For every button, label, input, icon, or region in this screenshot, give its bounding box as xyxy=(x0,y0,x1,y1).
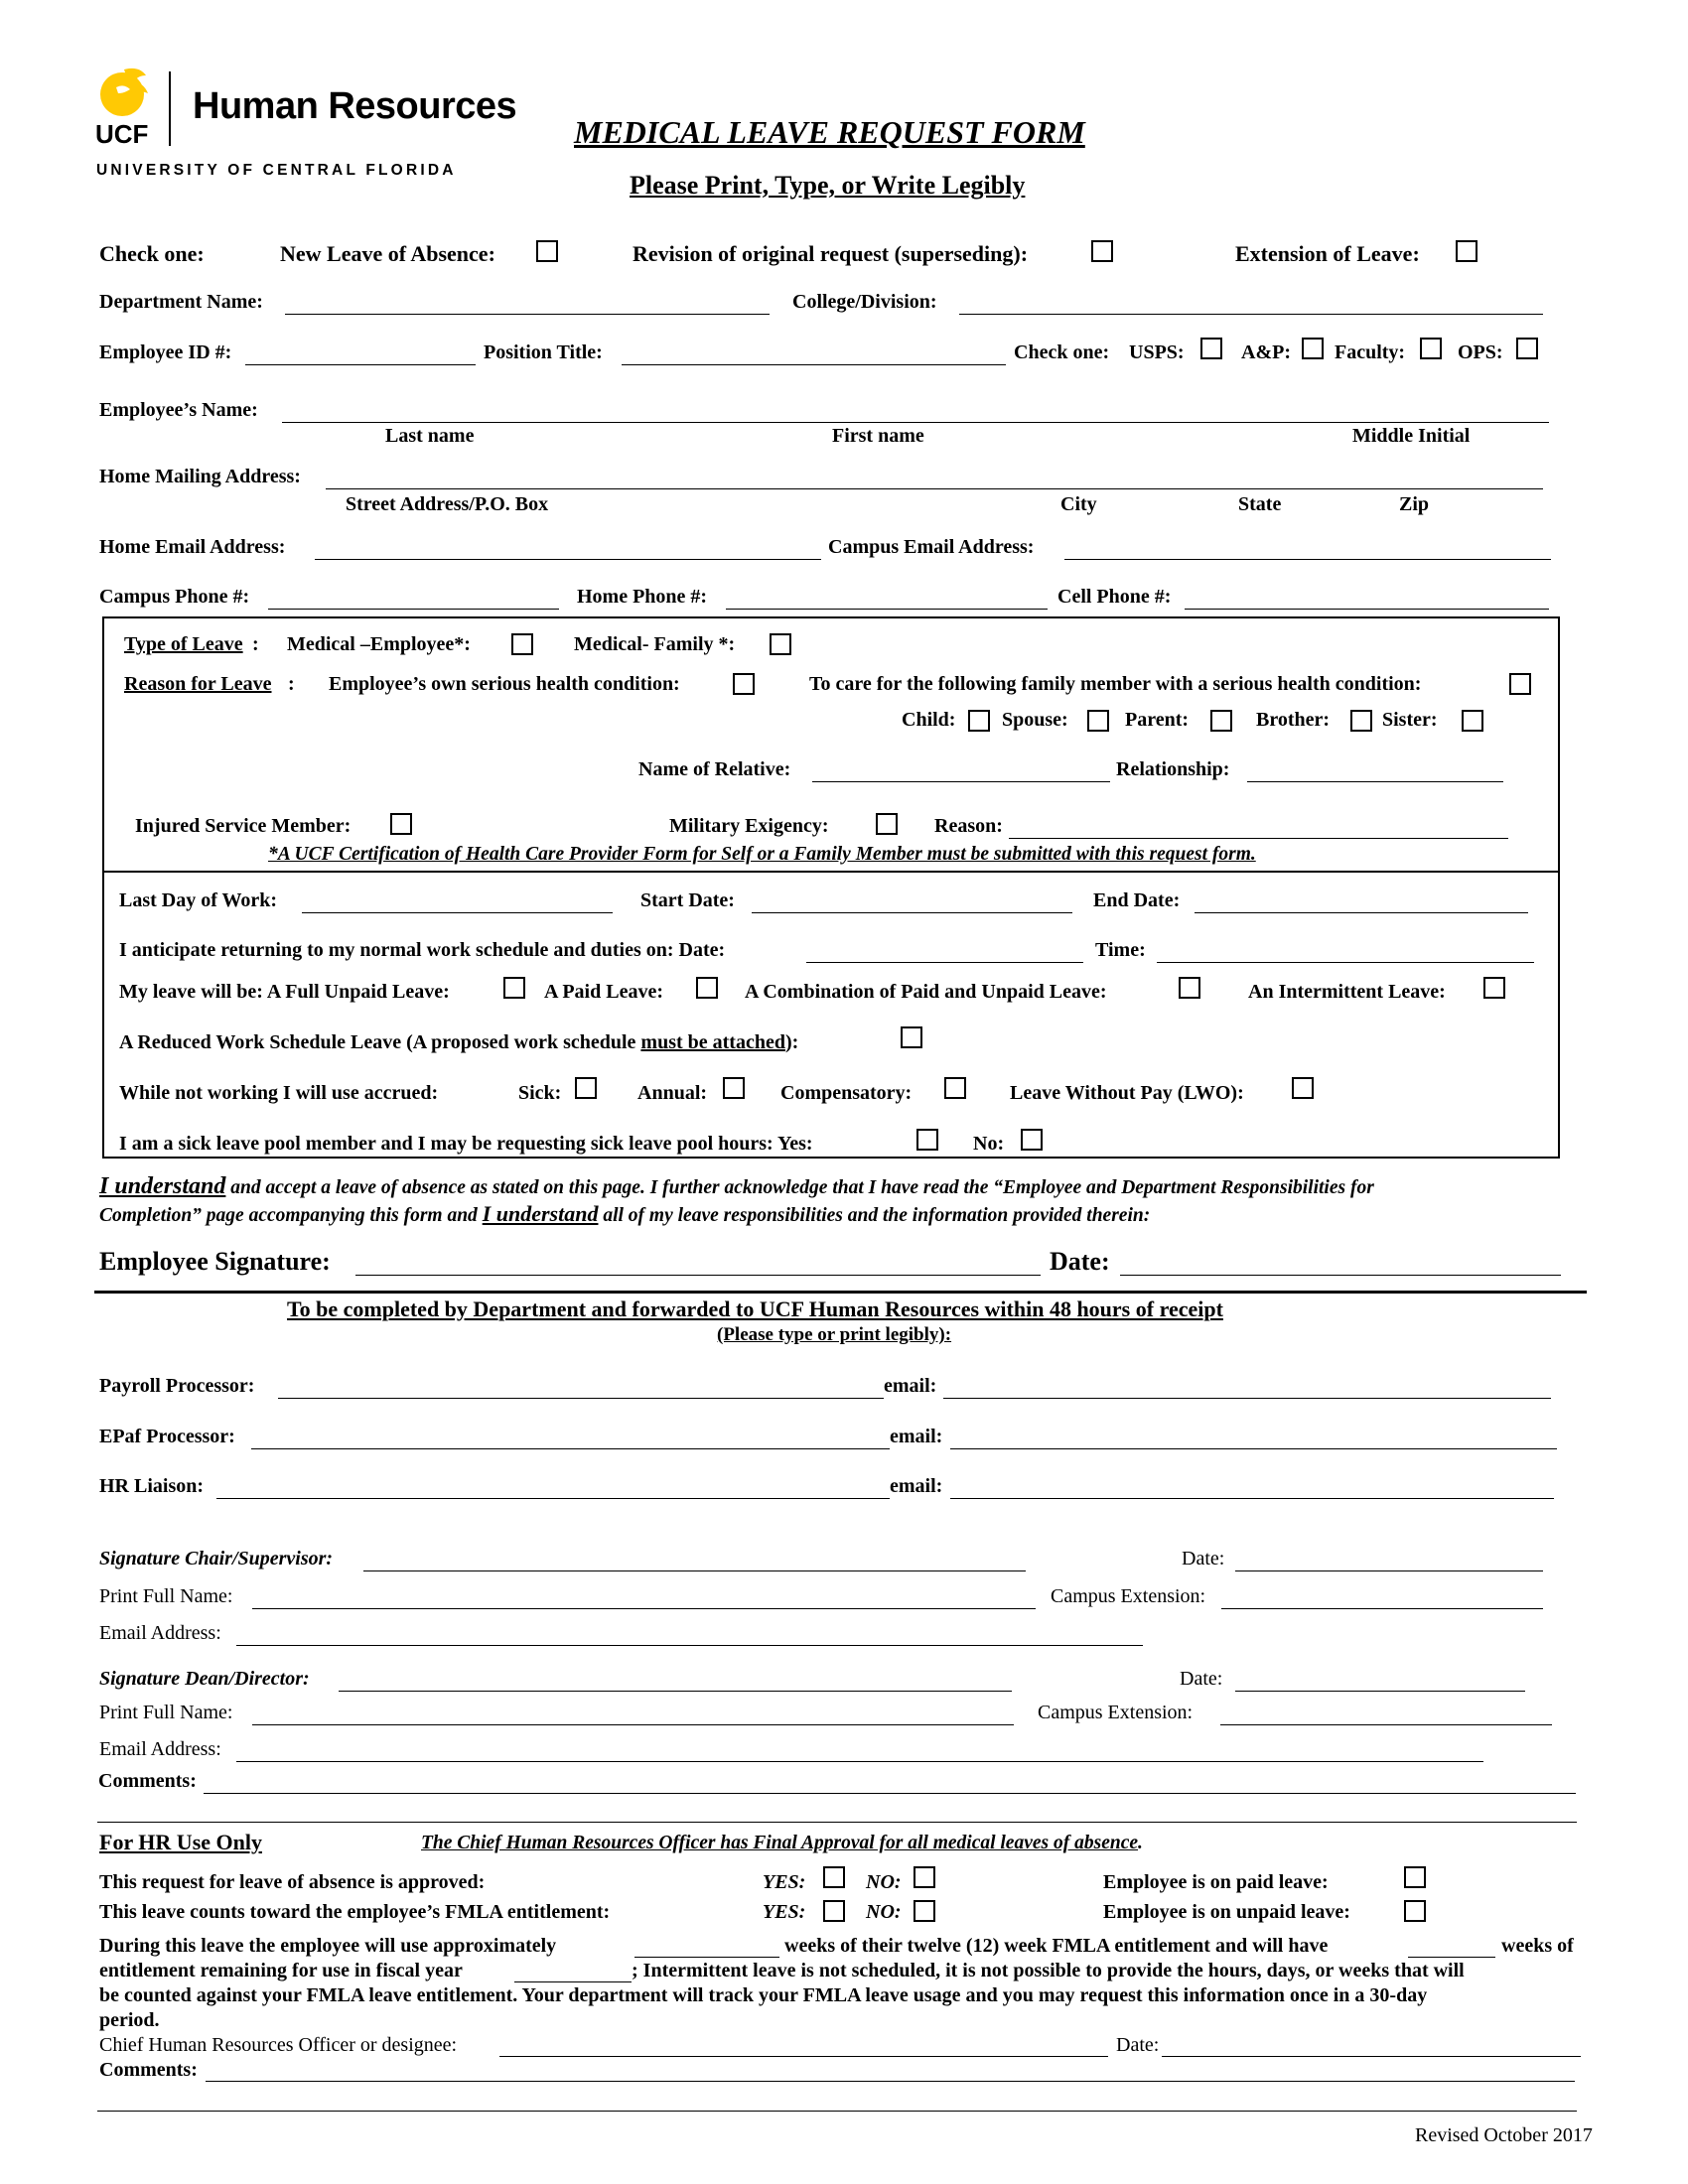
weeks-remaining-field[interactable] xyxy=(1408,1957,1495,1958)
final-approval-text: The Chief Human Resources Officer has Final Approval for all medical leaves of absence xyxy=(421,1833,1139,1853)
revision-label: Revision of original request (superseding): xyxy=(633,241,1029,266)
payroll-email-field[interactable] xyxy=(943,1398,1551,1399)
college-label: College/Division: xyxy=(792,291,937,313)
chair-email-label: Email Address: xyxy=(99,1622,221,1644)
military-exigency-checkbox[interactable] xyxy=(876,813,898,835)
home-phone-field[interactable] xyxy=(726,609,1048,610)
fiscal-year-field[interactable] xyxy=(514,1981,632,1982)
colon-text: : xyxy=(252,633,259,655)
hr-final-approval xyxy=(421,1833,1143,1854)
dean-date-field[interactable] xyxy=(1235,1691,1525,1692)
intermittent-checkbox[interactable] xyxy=(1483,977,1505,999)
relative-name-label: Name of Relative: xyxy=(638,758,791,780)
brother-label: Brother: xyxy=(1256,709,1331,731)
ops-label: OPS: xyxy=(1458,341,1503,363)
paid-leave-checkbox[interactable] xyxy=(696,977,718,999)
own-condition-checkbox[interactable] xyxy=(733,673,755,695)
epaf-email-label: email: xyxy=(890,1426,943,1447)
sick-label: Sick: xyxy=(518,1082,562,1104)
intermittent-label: An Intermittent Leave: xyxy=(1248,981,1446,1003)
department-subheading: (Please type or print legibly): xyxy=(717,1324,952,1345)
chair-signature-field[interactable] xyxy=(363,1570,1026,1571)
reason-field[interactable] xyxy=(1009,838,1508,839)
approved-label: This request for leave of absence is approved: xyxy=(99,1871,486,1893)
acknowledge-line-1 xyxy=(99,1173,1374,1200)
chair-campus-ext-label: Campus Extension: xyxy=(1051,1585,1206,1607)
leave-will-be-label: My leave will be: A Full Unpaid Leave: xyxy=(119,981,450,1003)
fmla-para-1a: During this leave the employee will use approximately xyxy=(99,1935,557,1957)
first-name-caption: First name xyxy=(832,425,924,447)
acknowledge-text-2b: all of my leave responsibilities and the information provided therein: xyxy=(598,1205,1151,1226)
child-label: Child: xyxy=(902,709,956,731)
faculty-checkbox[interactable] xyxy=(1420,338,1442,359)
employee-name-label: Employee’s Name: xyxy=(99,399,258,421)
fmla-para-1c: weeks of xyxy=(1501,1935,1574,1957)
weeks-used-field[interactable] xyxy=(634,1957,779,1958)
approved-yes-checkbox[interactable] xyxy=(823,1866,845,1888)
hr-heading: For HR Use Only xyxy=(99,1830,262,1854)
college-field[interactable] xyxy=(959,314,1543,315)
employee-signature-label: Employee Signature: xyxy=(99,1247,331,1276)
start-date-label: Start Date: xyxy=(640,889,735,911)
chro-label: Chief Human Resources Officer or designee: xyxy=(99,2034,458,2056)
fmla-yes-checkbox[interactable] xyxy=(823,1900,845,1922)
chair-print-name-label: Print Full Name: xyxy=(99,1585,233,1607)
reduced-schedule-checkbox[interactable] xyxy=(901,1026,922,1048)
liaison-email-label: email: xyxy=(890,1475,943,1497)
department-comments-label: Comments: xyxy=(98,1770,197,1792)
paid-leave-label: A Paid Leave: xyxy=(544,981,663,1003)
liaison-email-field[interactable] xyxy=(950,1498,1554,1499)
dean-date-label: Date: xyxy=(1180,1668,1223,1690)
liaison-field[interactable] xyxy=(216,1498,890,1499)
campus-email-field[interactable] xyxy=(1064,559,1551,560)
employee-name-field[interactable] xyxy=(282,422,1549,423)
unpaid-leave-status-label: Employee is on unpaid leave: xyxy=(1103,1901,1350,1923)
dean-email-field[interactable] xyxy=(236,1761,1483,1762)
usps-checkbox[interactable] xyxy=(1200,338,1222,359)
colon-text-2: : xyxy=(288,673,295,695)
injured-service-checkbox[interactable] xyxy=(390,813,412,835)
home-email-label: Home Email Address: xyxy=(99,536,286,558)
injured-service-label: Injured Service Member: xyxy=(135,815,352,837)
acknowledge-text-2a: Completion” page accompanying this form and xyxy=(99,1205,483,1226)
unpaid-leave-status-checkbox[interactable] xyxy=(1404,1900,1426,1922)
child-checkbox[interactable] xyxy=(968,710,990,732)
annual-checkbox[interactable] xyxy=(723,1077,745,1099)
acknowledge-text-1: and accept a leave of absence as stated on this page. I further acknowledge that I have read the “Employee and Department Responsibilities for xyxy=(225,1177,1374,1198)
epaf-field[interactable] xyxy=(251,1448,890,1449)
final-approval-period: . xyxy=(1138,1833,1143,1853)
home-address-field[interactable] xyxy=(326,488,1543,489)
check-one-label: Check one: xyxy=(99,241,205,266)
department-label: Department Name: xyxy=(99,291,263,313)
employee-date-label: Date: xyxy=(1050,1247,1110,1276)
campus-phone-label: Campus Phone #: xyxy=(99,586,250,608)
certification-note: *A UCF Certification of Health Care Provider Form for Self or a Family Member must be submitted with this request form. xyxy=(268,844,1256,865)
revision-checkbox[interactable] xyxy=(1091,240,1113,262)
revised-date: Revised October 2017 xyxy=(1415,2124,1593,2146)
dean-signature-field[interactable] xyxy=(339,1691,1012,1692)
medical-employee-checkbox[interactable] xyxy=(511,633,533,655)
sick-pool-yes-checkbox[interactable] xyxy=(916,1129,938,1151)
compensatory-label: Compensatory: xyxy=(780,1082,913,1104)
chair-signature-label: Signature Chair/Supervisor: xyxy=(99,1548,334,1570)
sick-pool-no-checkbox[interactable] xyxy=(1021,1129,1043,1151)
position-field[interactable] xyxy=(622,364,1006,365)
dean-print-name-field[interactable] xyxy=(252,1724,1014,1725)
dean-campus-ext-field[interactable] xyxy=(1220,1724,1552,1725)
chro-date-label: Date: xyxy=(1116,2034,1160,2056)
zip-caption: Zip xyxy=(1399,493,1430,515)
cell-phone-label: Cell Phone #: xyxy=(1057,586,1172,608)
annual-label: Annual: xyxy=(637,1082,708,1104)
end-date-field[interactable] xyxy=(1195,912,1528,913)
faculty-label: Faculty: xyxy=(1335,341,1406,363)
epaf-label: EPaf Processor: xyxy=(99,1426,235,1447)
combination-checkbox[interactable] xyxy=(1179,977,1200,999)
reduced-schedule-label xyxy=(119,1031,798,1054)
fmla-no-checkbox[interactable] xyxy=(914,1900,935,1922)
time-label: Time: xyxy=(1095,939,1146,961)
approved-no-label: NO: xyxy=(866,1871,902,1893)
chair-print-name-field[interactable] xyxy=(252,1608,1036,1609)
spouse-checkbox[interactable] xyxy=(1087,710,1109,732)
schedule-box xyxy=(102,871,1560,1159)
logo-mark: UCF xyxy=(95,119,149,149)
relative-name-field[interactable] xyxy=(812,781,1110,782)
department-comments-field-2[interactable] xyxy=(97,1822,1577,1823)
medical-family-checkbox[interactable] xyxy=(770,633,791,655)
department-comments-field[interactable] xyxy=(204,1793,1576,1794)
reduced-text-c: ): xyxy=(784,1031,799,1053)
chro-signature-field[interactable] xyxy=(499,2056,1108,2057)
compensatory-checkbox[interactable] xyxy=(944,1077,966,1099)
logo-dept: Human Resources xyxy=(193,85,517,127)
sick-pool-no-label: No: xyxy=(973,1133,1005,1155)
extension-checkbox[interactable] xyxy=(1456,240,1477,262)
chro-date-field[interactable] xyxy=(1162,2056,1581,2057)
relationship-label: Relationship: xyxy=(1116,758,1230,780)
understand-text-2: I understand xyxy=(482,1201,599,1226)
form-subtitle: Please Print, Type, or Write Legibly xyxy=(630,171,1026,200)
paid-leave-status-checkbox[interactable] xyxy=(1404,1866,1426,1888)
relationship-field[interactable] xyxy=(1247,781,1503,782)
state-caption: State xyxy=(1238,493,1282,515)
pegasus-icon xyxy=(94,64,154,121)
logo-university: UNIVERSITY OF CENTRAL FLORIDA xyxy=(96,162,457,179)
sick-pool-label: I am a sick leave pool member and I may be requesting sick leave pool hours: Yes: xyxy=(119,1133,813,1155)
approved-yes-label: YES: xyxy=(763,1871,806,1893)
reason-label: Reason: xyxy=(934,815,1003,837)
campus-email-label: Campus Email Address: xyxy=(828,536,1035,558)
home-email-field[interactable] xyxy=(315,559,821,560)
last-name-caption: Last name xyxy=(385,425,475,447)
hr-comments-label: Comments: xyxy=(99,2059,198,2081)
fmla-para-3: be counted against your FMLA leave entitlement. Your department will track your FMLA leave usage and you may request this information once in a 30-day xyxy=(99,1984,1428,2006)
dean-signature-label: Signature Dean/Director: xyxy=(99,1668,310,1690)
understand-text: I understand xyxy=(99,1173,226,1199)
home-phone-label: Home Phone #: xyxy=(577,586,708,608)
dean-print-name-label: Print Full Name: xyxy=(99,1702,233,1723)
own-condition-label: Employee’s own serious health condition: xyxy=(329,673,680,695)
parent-label: Parent: xyxy=(1125,709,1190,731)
middle-initial-caption: Middle Initial xyxy=(1352,425,1471,447)
chair-email-field[interactable] xyxy=(236,1645,1143,1646)
class-check-label: Check one: xyxy=(1014,341,1110,363)
street-caption: Street Address/P.O. Box xyxy=(346,493,549,515)
last-day-label: Last Day of Work: xyxy=(119,889,278,911)
fmla-para-4: period. xyxy=(99,2009,160,2031)
home-address-label: Home Mailing Address: xyxy=(99,466,301,487)
department-heading: To be completed by Department and forwarded to UCF Human Resources within 48 hours of receipt xyxy=(287,1297,1223,1321)
dean-email-label: Email Address: xyxy=(99,1738,221,1760)
employee-id-field[interactable] xyxy=(245,364,476,365)
reduced-text-b: must be attached xyxy=(640,1031,785,1053)
payroll-email-label: email: xyxy=(884,1375,937,1397)
end-date-label: End Date: xyxy=(1093,889,1181,911)
medical-employee-label: Medical –Employee*: xyxy=(287,633,471,655)
lwo-checkbox[interactable] xyxy=(1292,1077,1314,1099)
form-title: MEDICAL LEAVE REQUEST FORM xyxy=(574,114,1085,150)
sister-label: Sister: xyxy=(1382,709,1438,731)
usps-label: USPS: xyxy=(1129,341,1185,363)
epaf-email-field[interactable] xyxy=(950,1448,1557,1449)
fmla-yes-label: YES: xyxy=(763,1901,806,1923)
start-date-field[interactable] xyxy=(752,912,1072,913)
hr-comments-field[interactable] xyxy=(206,2081,1575,2082)
position-label: Position Title: xyxy=(484,341,603,363)
reduced-text-a: A Reduced Work Schedule Leave (A proposed work schedule xyxy=(119,1031,641,1053)
chair-date-label: Date: xyxy=(1182,1548,1225,1570)
combination-label: A Combination of Paid and Unpaid Leave: xyxy=(745,981,1107,1003)
employee-signature-field[interactable] xyxy=(355,1275,1041,1276)
cell-phone-field[interactable] xyxy=(1185,609,1549,610)
parent-checkbox[interactable] xyxy=(1210,710,1232,732)
fmla-no-label: NO: xyxy=(866,1901,902,1923)
accrued-label: While not working I will use accrued: xyxy=(119,1082,439,1104)
care-family-checkbox[interactable] xyxy=(1509,673,1531,695)
medical-family-label: Medical- Family *: xyxy=(574,633,736,655)
section-divider xyxy=(94,1291,1587,1294)
fmla-para-1b: weeks of their twelve (12) week FMLA entitlement and will have xyxy=(784,1935,1329,1957)
ops-checkbox[interactable] xyxy=(1516,338,1538,359)
ap-label: A&P: xyxy=(1241,341,1291,363)
return-time-field[interactable] xyxy=(1157,962,1534,963)
hr-comments-field-2[interactable] xyxy=(97,2111,1577,2112)
military-exigency-label: Military Exigency: xyxy=(669,815,829,837)
chair-campus-ext-field[interactable] xyxy=(1221,1608,1543,1609)
full-unpaid-checkbox[interactable] xyxy=(503,977,525,999)
city-caption: City xyxy=(1060,493,1097,515)
dean-campus-ext-label: Campus Extension: xyxy=(1038,1702,1194,1723)
brother-checkbox[interactable] xyxy=(1350,710,1372,732)
acknowledge-line-2 xyxy=(99,1201,1150,1227)
sister-checkbox[interactable] xyxy=(1462,710,1483,732)
last-day-field[interactable] xyxy=(302,912,613,913)
anticipate-label: I anticipate returning to my normal work schedule and duties on: Date: xyxy=(119,939,726,961)
fmla-para-2b: ; Intermittent leave is not scheduled, it is not possible to provide the hours, days, or weeks that will xyxy=(632,1960,1465,1981)
employee-date-field[interactable] xyxy=(1120,1275,1561,1276)
sick-checkbox[interactable] xyxy=(575,1077,597,1099)
liaison-label: HR Liaison: xyxy=(99,1475,205,1497)
payroll-label: Payroll Processor: xyxy=(99,1375,255,1397)
payroll-field[interactable] xyxy=(278,1398,884,1399)
lwo-label: Leave Without Pay (LWO): xyxy=(1010,1082,1244,1104)
approved-no-checkbox[interactable] xyxy=(914,1866,935,1888)
new-leave-label: New Leave of Absence: xyxy=(280,241,495,266)
paid-leave-status-label: Employee is on paid leave: xyxy=(1103,1871,1329,1893)
chair-date-field[interactable] xyxy=(1235,1570,1543,1571)
reason-for-leave-label: Reason for Leave xyxy=(124,673,272,695)
department-field[interactable] xyxy=(285,314,770,315)
ap-checkbox[interactable] xyxy=(1302,338,1324,359)
return-date-field[interactable] xyxy=(806,962,1083,963)
new-leave-checkbox[interactable] xyxy=(536,240,558,262)
fmla-label: This leave counts toward the employee’s FMLA entitlement: xyxy=(99,1901,611,1923)
employee-id-label: Employee ID #: xyxy=(99,341,232,363)
care-family-label: To care for the following family member with a serious health condition: xyxy=(809,673,1422,695)
logo-divider xyxy=(169,71,171,146)
campus-phone-field[interactable] xyxy=(268,609,559,610)
fmla-para-2a: entitlement remaining for use in fiscal year xyxy=(99,1960,463,1981)
type-of-leave-label: Type of Leave xyxy=(124,633,243,655)
extension-label: Extension of Leave: xyxy=(1235,241,1420,266)
spouse-label: Spouse: xyxy=(1002,709,1068,731)
